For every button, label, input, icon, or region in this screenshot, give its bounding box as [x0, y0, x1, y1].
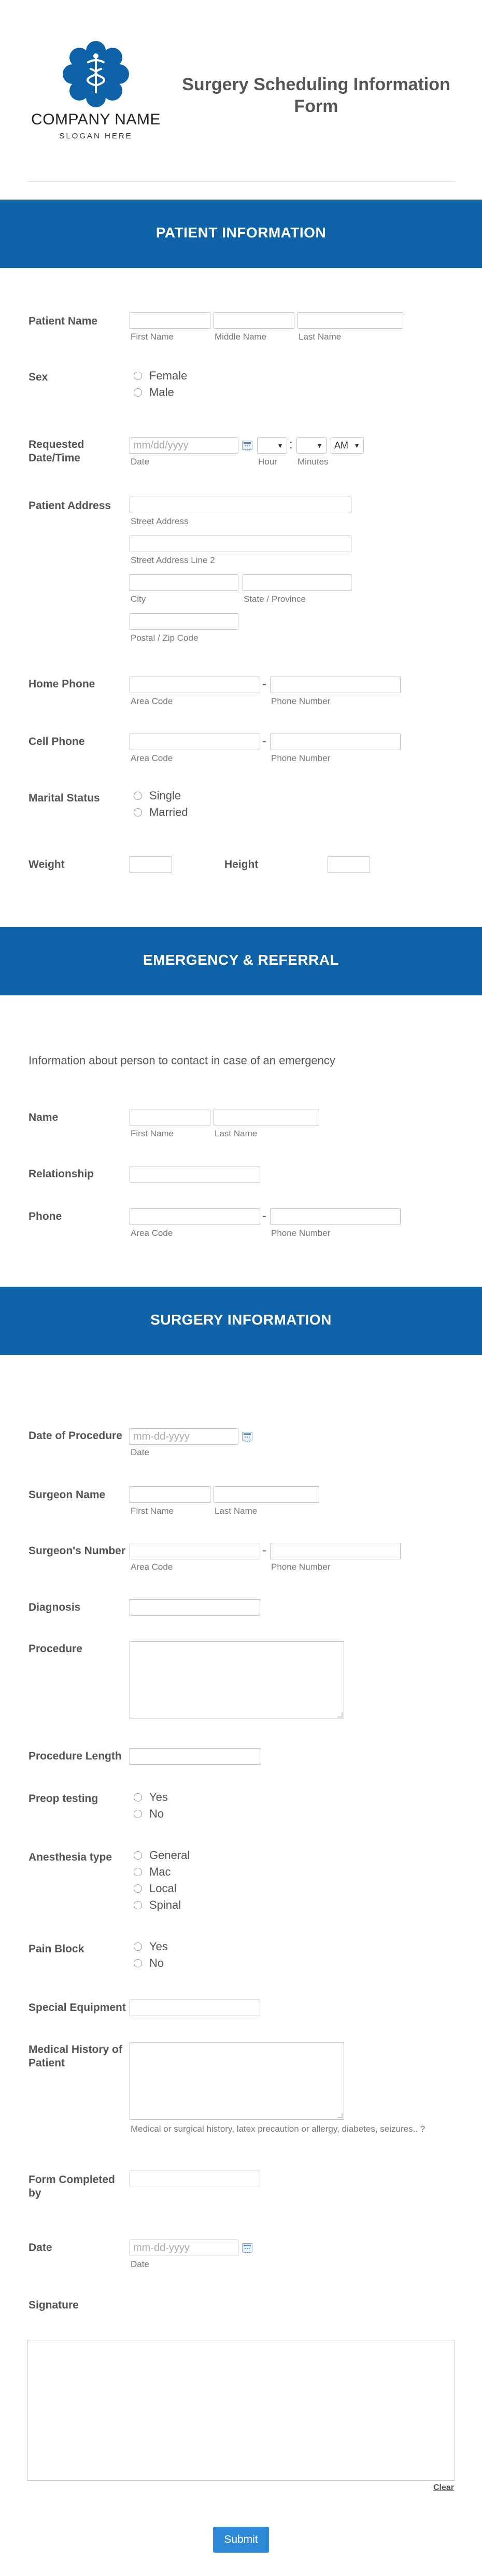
phone-dash: -	[262, 1543, 266, 1557]
area-code-sublabel: Area Code	[131, 1562, 173, 1572]
postal-code-sublabel: Postal / Zip Code	[131, 633, 199, 643]
medical-caduceus-icon	[62, 40, 130, 108]
sex-label: Sex	[29, 371, 48, 383]
diagnosis-label: Diagnosis	[29, 1601, 81, 1613]
date-sublabel: Date	[131, 1447, 149, 1457]
preop-option-no[interactable]: No	[134, 1807, 164, 1821]
medical-history-textarea[interactable]	[130, 2042, 344, 2120]
height-input[interactable]	[328, 856, 370, 873]
radio-icon[interactable]	[134, 388, 142, 397]
weight-input[interactable]	[130, 856, 172, 873]
special-equipment-label: Special Equipment	[29, 2002, 126, 2014]
emergency-phone-label: Phone	[29, 1210, 62, 1222]
pain-block-label: Pain Block	[29, 1943, 84, 1955]
last-name-sublabel: Last Name	[215, 1506, 258, 1516]
signature-pad[interactable]	[27, 2341, 455, 2481]
anesthesia-option-local[interactable]: Local	[134, 1882, 177, 1895]
city-sublabel: City	[131, 594, 146, 604]
marital-status-label: Marital Status	[29, 792, 100, 804]
signature-label: Signature	[29, 2299, 79, 2311]
diagnosis-input[interactable]	[130, 1599, 260, 1616]
form-completed-by-label: Form Completed by	[29, 2174, 115, 2199]
calendar-icon[interactable]	[242, 2243, 252, 2253]
phone-number-sublabel: Phone Number	[271, 696, 331, 706]
street-address-line2-input[interactable]	[130, 536, 351, 552]
preop-option-yes[interactable]: Yes	[134, 1791, 168, 1804]
pain-block-option-yes[interactable]: Yes	[134, 1940, 168, 1953]
cell-phone-number-input[interactable]	[270, 734, 401, 750]
area-code-sublabel: Area Code	[131, 696, 173, 706]
hour-select[interactable]	[257, 437, 287, 454]
radio-icon[interactable]	[134, 808, 142, 817]
form-header	[0, 0, 482, 181]
minutes-select[interactable]	[296, 437, 327, 454]
emergency-phone-area-input[interactable]	[130, 1208, 260, 1225]
patient-name-label: Patient Name	[29, 315, 98, 327]
header-divider	[27, 181, 455, 182]
requested-date-input[interactable]	[130, 437, 238, 454]
last-name-sublabel: Last Name	[215, 1129, 258, 1138]
radio-icon[interactable]	[134, 1884, 142, 1893]
home-phone-number-input[interactable]	[270, 677, 401, 693]
radio-icon[interactable]	[134, 1851, 142, 1860]
first-name-sublabel: First Name	[131, 1506, 174, 1516]
phone-number-sublabel: Phone Number	[271, 1228, 331, 1238]
home-phone-label: Home Phone	[29, 678, 95, 690]
procedure-date-input[interactable]	[130, 1428, 238, 1445]
weight-label: Weight	[29, 858, 65, 870]
postal-code-input[interactable]	[130, 613, 238, 630]
radio-icon[interactable]	[134, 1810, 142, 1818]
special-equipment-input[interactable]	[130, 2000, 260, 2016]
emergency-last-name-input[interactable]	[214, 1109, 319, 1125]
emergency-phone-number-input[interactable]	[270, 1208, 401, 1225]
marital-option-single[interactable]: Single	[134, 789, 181, 803]
middle-name-sublabel: Middle Name	[215, 332, 267, 342]
resize-handle-icon[interactable]	[337, 1712, 343, 1718]
home-phone-area-input[interactable]	[130, 677, 260, 693]
emergency-intro-text: Information about person to contact in case of an emergency	[29, 1054, 335, 1067]
surgeon-last-name-input[interactable]	[214, 1486, 319, 1503]
date-sublabel: Date	[131, 2259, 149, 2269]
form-title: Surgery Scheduling Information Form	[182, 75, 450, 116]
anesthesia-option-general[interactable]: General	[134, 1849, 190, 1862]
section-header-surgery: SURGERY INFORMATION	[0, 1287, 482, 1355]
requested-datetime-label: Requested Date/Time	[29, 439, 84, 464]
height-label: Height	[224, 858, 259, 870]
pain-block-option-no[interactable]: No	[134, 1956, 164, 1970]
emergency-first-name-input[interactable]	[130, 1109, 210, 1125]
hour-sublabel: Hour	[258, 457, 277, 467]
medical-history-sublabel: Medical or surgical history, latex precaution or allergy, diabetes, seizures.. ?	[131, 2124, 426, 2134]
city-input[interactable]	[130, 574, 238, 591]
radio-icon[interactable]	[134, 372, 142, 380]
resize-handle-icon[interactable]	[337, 2113, 343, 2118]
patient-address-label: Patient Address	[29, 500, 111, 512]
first-name-sublabel: First Name	[131, 1129, 174, 1138]
cell-phone-area-input[interactable]	[130, 734, 260, 750]
procedure-length-input[interactable]	[130, 1748, 260, 1765]
procedure-label: Procedure	[29, 1643, 82, 1655]
surgeon-first-name-input[interactable]	[130, 1486, 210, 1503]
phone-number-sublabel: Phone Number	[271, 1562, 331, 1572]
radio-icon[interactable]	[134, 792, 142, 800]
sex-option-male[interactable]: Male	[134, 386, 174, 399]
surgeons-number-label: Surgeon's Number	[29, 1545, 126, 1557]
marital-option-married[interactable]: Married	[134, 806, 188, 819]
patient-middle-name-input[interactable]	[214, 312, 294, 329]
final-date-label: Date	[29, 2242, 52, 2254]
time-separator: :	[289, 438, 293, 452]
radio-icon[interactable]	[134, 1959, 142, 1967]
area-code-sublabel: Area Code	[131, 753, 173, 763]
first-name-sublabel: First Name	[131, 332, 174, 342]
calendar-icon[interactable]	[242, 441, 252, 450]
medical-history-label: Medical History of Patient	[29, 2044, 122, 2069]
section-header-emergency: EMERGENCY & REFERRAL	[0, 927, 482, 995]
company-name: COMPANY NAME	[31, 111, 161, 128]
anesthesia-type-label: Anesthesia type	[29, 1851, 112, 1863]
surgeon-phone-number-input[interactable]	[270, 1543, 401, 1559]
phone-number-sublabel: Phone Number	[271, 753, 331, 763]
phone-dash: -	[262, 677, 266, 691]
sex-option-female[interactable]: Female	[134, 369, 187, 383]
chevron-down-icon: ▼	[277, 441, 283, 449]
street-address-input[interactable]	[130, 497, 351, 513]
chevron-down-icon: ▼	[353, 441, 360, 449]
radio-icon[interactable]	[134, 1942, 142, 1951]
relationship-input[interactable]	[130, 1166, 260, 1183]
preop-testing-label: Preop testing	[29, 1793, 98, 1805]
form-completed-by-input[interactable]	[130, 2171, 260, 2187]
calendar-icon[interactable]	[242, 1432, 252, 1441]
radio-icon[interactable]	[134, 1901, 142, 1909]
procedure-textarea[interactable]	[130, 1641, 344, 1719]
clear-signature-link[interactable]: Clear	[433, 2483, 455, 2492]
emergency-name-label: Name	[29, 1111, 59, 1123]
date-of-procedure-label: Date of Procedure	[29, 1430, 122, 1442]
patient-last-name-input[interactable]	[297, 312, 403, 329]
section-header-patient: PATIENT INFORMATION	[0, 200, 482, 268]
area-code-sublabel: Area Code	[131, 1228, 173, 1238]
relationship-label: Relationship	[29, 1168, 94, 1180]
patient-first-name-input[interactable]	[130, 312, 210, 329]
state-sublabel: State / Province	[244, 594, 306, 604]
minutes-sublabel: Minutes	[297, 457, 329, 467]
phone-dash: -	[262, 734, 266, 748]
ampm-select[interactable]: AM ▼	[331, 437, 364, 454]
company-slogan: SLOGAN HERE	[59, 132, 133, 140]
company-logo	[31, 40, 161, 140]
anesthesia-option-spinal[interactable]: Spinal	[134, 1898, 181, 1912]
state-input[interactable]	[243, 574, 351, 591]
anesthesia-option-mac[interactable]: Mac	[134, 1865, 171, 1879]
street-address-sublabel: Street Address	[131, 516, 189, 526]
surgeon-phone-area-input[interactable]	[130, 1543, 260, 1559]
street-address-line2-sublabel: Street Address Line 2	[131, 555, 215, 565]
surgeon-name-label: Surgeon Name	[29, 1489, 106, 1501]
radio-icon[interactable]	[134, 1868, 142, 1876]
phone-dash: -	[262, 1209, 266, 1223]
last-name-sublabel: Last Name	[299, 332, 342, 342]
radio-icon[interactable]	[134, 1793, 142, 1801]
final-date-input[interactable]	[130, 2240, 238, 2256]
procedure-length-label: Procedure Length	[29, 1750, 122, 1762]
chevron-down-icon: ▼	[316, 441, 323, 449]
submit-button[interactable]: Submit	[213, 2527, 269, 2553]
date-sublabel: Date	[131, 457, 149, 467]
cell-phone-label: Cell Phone	[29, 736, 85, 748]
